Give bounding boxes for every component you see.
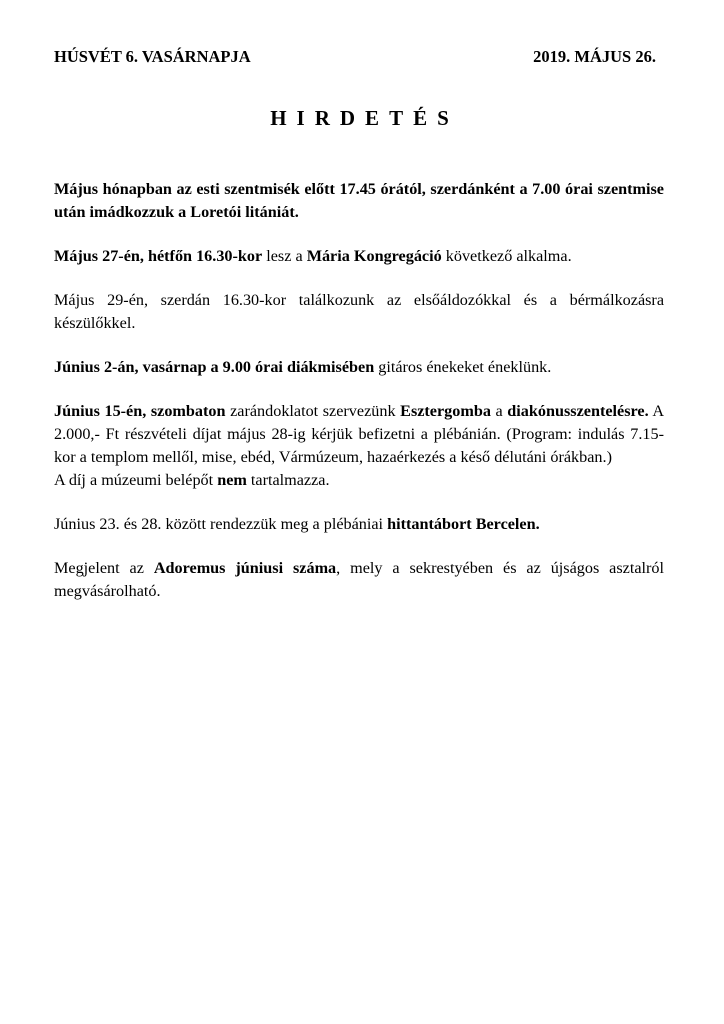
text: Megjelent az [54, 559, 154, 577]
text: következő alkalma. [441, 247, 572, 265]
text: A 2.000,- Ft részvételi díjat május 28-ig kérjük befizetni a plébánián. (Program: indulás 7.15-kor a templom mellől, mise, ebéd, Vármúzeum, hazaérkezés a késő délutáni órákban.) [54, 402, 665, 466]
bold-text: Június 15-én, szombaton [54, 402, 226, 420]
text: Május 29-én, szerdán 16.30-kor találkozunk az elsőáldozókkal és a bérmálkozásra készülőkkel. [54, 291, 664, 332]
announcement-congregation [54, 245, 664, 268]
announcement-body [54, 178, 664, 624]
announcement-student-mass [54, 356, 664, 379]
text: Június 23. és 28. között rendezzük meg a plébániai [54, 515, 388, 533]
text: tartalmazza. [246, 471, 330, 489]
bold-text: nem [217, 471, 247, 489]
page-title: HIRDETÉS [270, 106, 459, 130]
bold-text: Június 2-án, vasárnap a 9.00 órai diákmisében [54, 358, 375, 376]
bold-text: Adoremus júniusi száma [153, 559, 337, 577]
announcement-adoremus [54, 557, 664, 603]
text: lesz a [262, 247, 307, 265]
bold-text: diakónusszentelésre. [507, 402, 649, 420]
announcement-communion-meeting [54, 289, 664, 335]
header-date: 2019. MÁJUS 26. [533, 47, 656, 66]
bold-text: Esztergomba [400, 402, 491, 420]
text: zarándoklatot szervezünk [225, 402, 401, 420]
liturgical-day: HÚSVÉT 6. VASÁRNAPJA [54, 47, 251, 66]
bold-text: hittantábort Bercelen. [387, 515, 540, 533]
bold-text: Május 27-én, hétfőn 16.30-kor [54, 247, 263, 265]
page-header [54, 47, 664, 69]
text: gitáros énekeket éneklünk. [374, 358, 552, 376]
announcement-museum-fee [54, 469, 664, 492]
announcement-camp [54, 513, 664, 536]
text: a [490, 402, 508, 420]
text: , mely a sekrestyében és az újságos asztalról megvásárolható. [54, 559, 664, 600]
announcement-pilgrimage [54, 400, 664, 469]
text: A díj a múzeumi belépőt [54, 471, 218, 489]
bold-text: Mária Kongregáció [306, 247, 442, 265]
bold-text: Május hónapban az esti szentmisék előtt 17.45 órától, szerdánként a 7.00 órai szentmise után imádkozzuk a Loretói litániát. [54, 180, 664, 221]
announcement-may-litany [54, 178, 664, 224]
